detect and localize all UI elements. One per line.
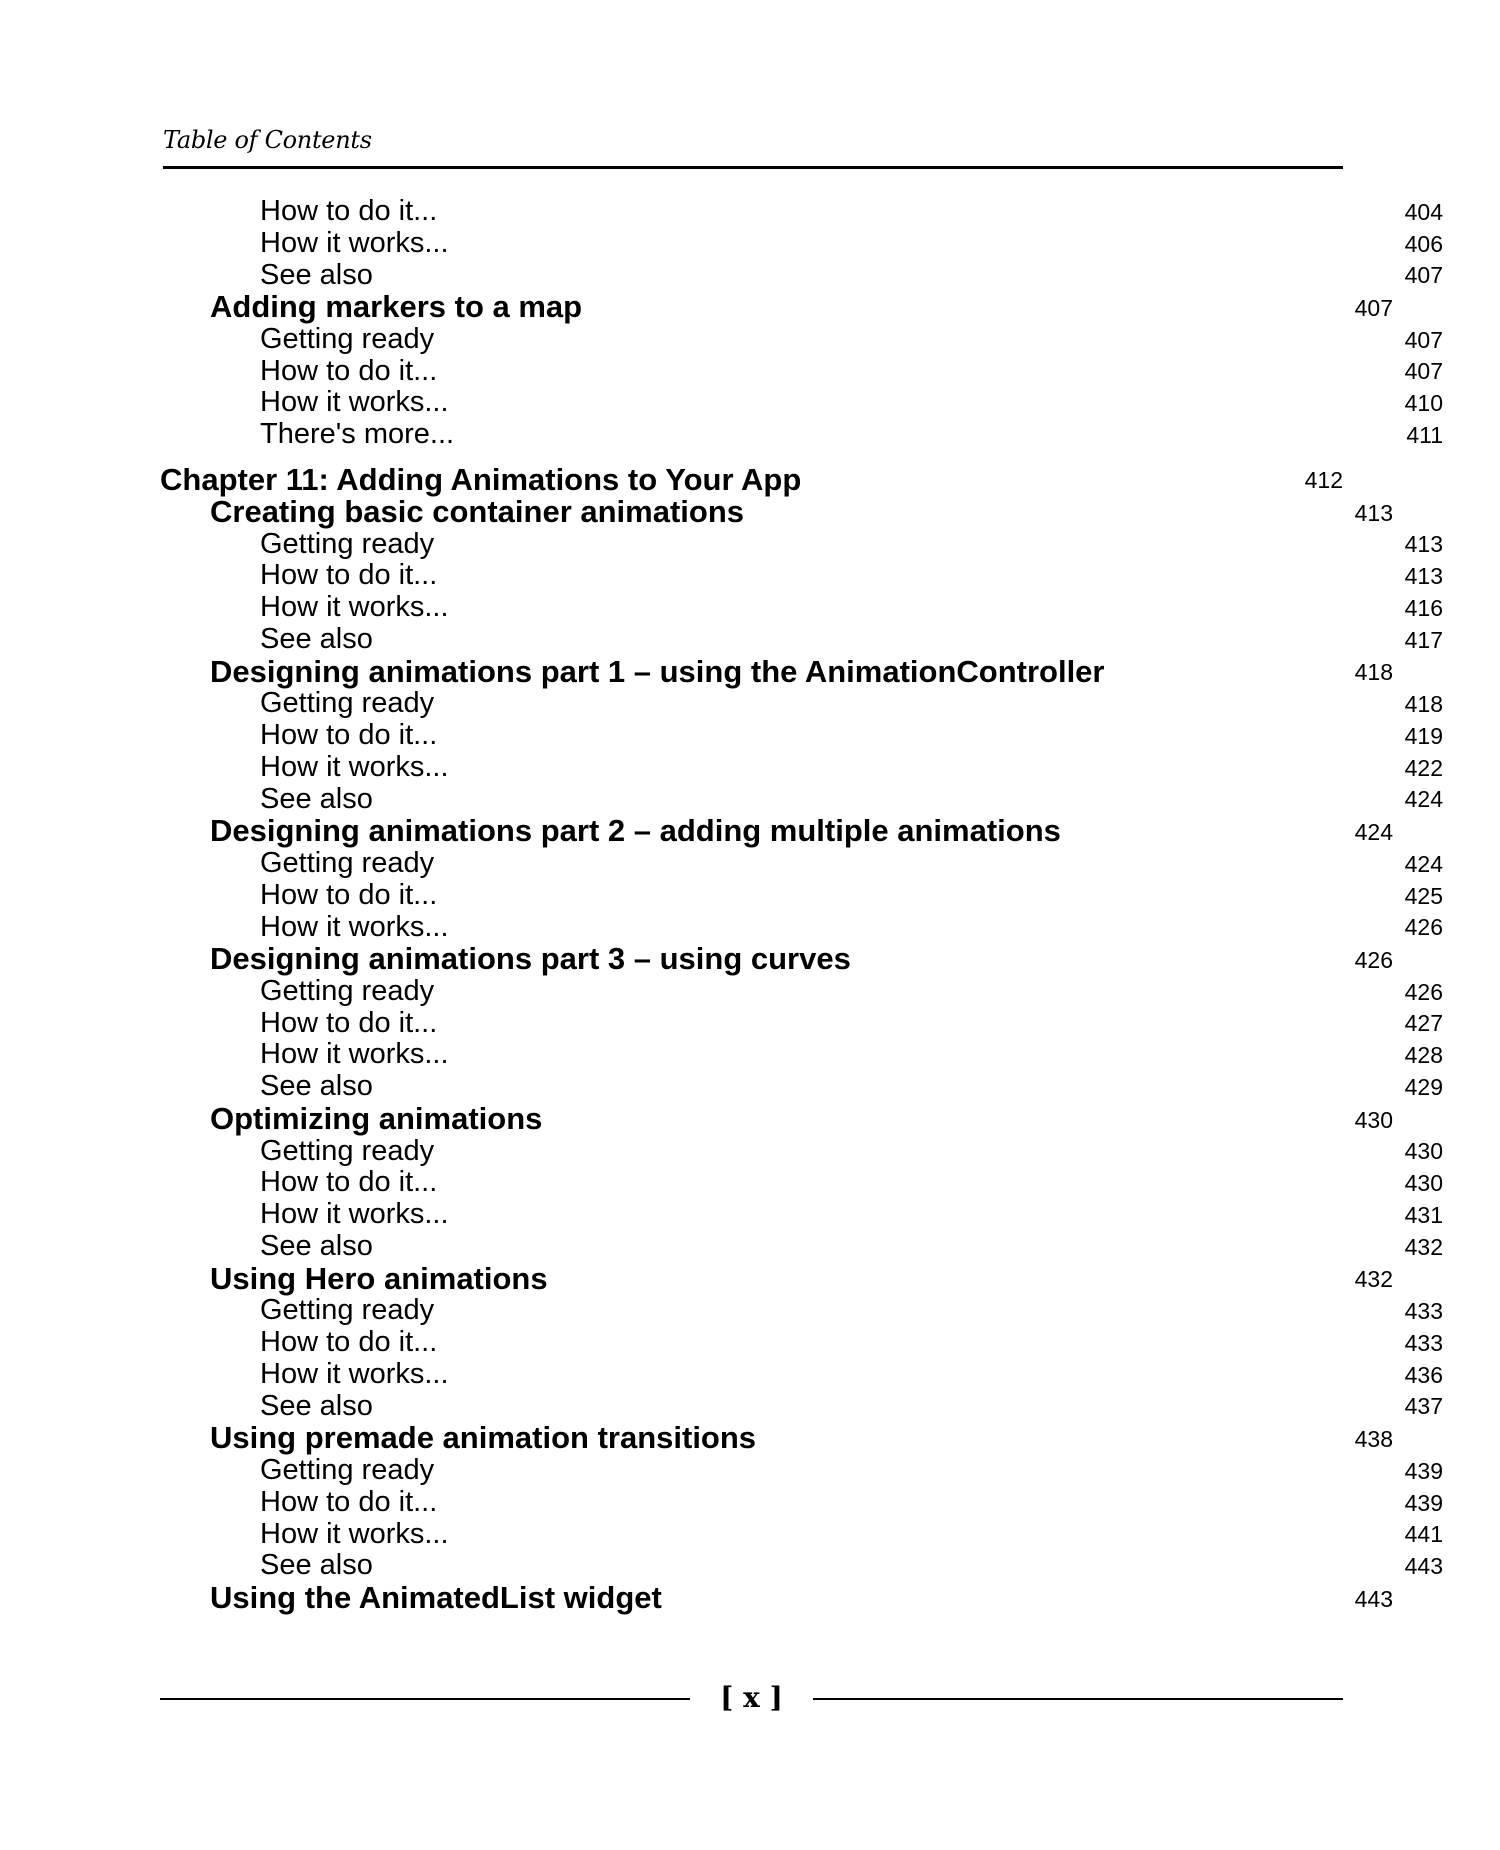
toc-entry-title: Designing animations part 2 – adding multiple animations xyxy=(210,813,1061,849)
toc-entry-chapter xyxy=(160,463,1343,496)
toc-entry-page-number: 407 xyxy=(1404,326,1443,353)
toc-entry-subsection xyxy=(160,1455,1443,1487)
toc-entry-page-number: 424 xyxy=(1404,850,1443,877)
toc-entry-page-number: 441 xyxy=(1404,1521,1443,1548)
toc-entry-subsection xyxy=(160,720,1443,752)
toc-entry-page-number: 426 xyxy=(1404,914,1443,941)
toc-entry-page-number: 417 xyxy=(1404,626,1443,653)
toc-entry-title: How to do it... xyxy=(260,1006,438,1039)
toc-entry-title: How to do it... xyxy=(260,719,438,752)
page-number: [ x ] xyxy=(720,1681,783,1714)
toc-entry-page-number: 407 xyxy=(1354,294,1393,321)
toc-entry-subsection xyxy=(160,387,1443,419)
toc-entry-title: See also xyxy=(260,1549,373,1582)
toc-entry-section xyxy=(160,1582,1393,1615)
running-header-title: Table of Contents xyxy=(163,126,372,154)
toc-entry-page-number: 426 xyxy=(1404,978,1443,1005)
toc-entry-title: Using the AnimatedList widget xyxy=(210,1580,662,1616)
toc-entry-page-number: 419 xyxy=(1404,722,1443,749)
toc-entry-title: How it works... xyxy=(260,591,449,624)
toc-entry-subsection xyxy=(160,1519,1443,1551)
toc-list xyxy=(160,195,1443,1616)
toc-entry-subsection xyxy=(160,976,1443,1008)
toc-entry-section xyxy=(160,943,1393,976)
toc-entry-title: Designing animations part 3 – using curves xyxy=(210,941,851,977)
toc-entry-page-number: 426 xyxy=(1354,946,1393,973)
toc-entry-section xyxy=(160,1260,1393,1296)
toc-entry-subsection xyxy=(160,592,1443,624)
toc-entry-page-number: 430 xyxy=(1404,1138,1443,1165)
toc-entry-page-number: 439 xyxy=(1404,1489,1443,1516)
toc-entry-subsection xyxy=(160,1359,1443,1391)
toc-entry-title: Using premade animation transitions xyxy=(210,1420,757,1456)
toc-entry-title: See also xyxy=(260,782,373,815)
toc-entry-subsection xyxy=(160,1391,1443,1423)
toc-entry-subsection xyxy=(160,1295,1443,1327)
toc-entry-subsection xyxy=(160,1550,1443,1582)
toc-entry-title: Getting ready xyxy=(260,846,435,879)
toc-entry-section xyxy=(160,291,1393,324)
toc-entry-page-number: 424 xyxy=(1354,818,1393,845)
toc-entry-title: Chapter 11: Adding Animations to Your App xyxy=(160,462,802,498)
toc-entry-title: How to do it... xyxy=(260,1326,438,1359)
toc-entry-page-number: 430 xyxy=(1354,1106,1393,1133)
toc-entry-subsection xyxy=(160,752,1443,784)
toc-entry-section xyxy=(160,496,1393,529)
toc-entry-subsection xyxy=(160,196,1443,228)
toc-entry-subsection xyxy=(160,784,1443,816)
toc-entry-title: Adding markers to a map xyxy=(210,289,583,325)
toc-entry-page-number: 413 xyxy=(1404,531,1443,558)
toc-entry-title: How it works... xyxy=(260,1198,449,1231)
toc-entry-subsection xyxy=(160,1487,1443,1519)
page-header xyxy=(163,124,1343,169)
toc-entry-page-number: 418 xyxy=(1354,659,1393,686)
toc-entry-subsection xyxy=(160,1327,1443,1359)
toc-entry-subsection xyxy=(160,529,1443,561)
toc-entry-subsection xyxy=(160,1039,1443,1071)
footer-rule-right xyxy=(813,1698,1343,1700)
toc-entry-subsection xyxy=(160,1071,1443,1103)
toc-entry-title: How to do it... xyxy=(260,1166,438,1199)
toc-entry-title: See also xyxy=(260,1070,373,1103)
toc-entry-title: See also xyxy=(260,258,373,291)
toc-entry-page-number: 432 xyxy=(1354,1266,1393,1293)
toc-entry-title: How it works... xyxy=(260,1038,449,1071)
toc-entry-title: Designing animations part 1 – using the AnimationController xyxy=(210,653,1105,689)
toc-entry-title: Creating basic container animations xyxy=(210,494,745,530)
toc-entry-title: See also xyxy=(260,622,373,655)
toc-entry-subsection xyxy=(160,324,1443,356)
toc-entry-title: See also xyxy=(260,1389,373,1422)
toc-entry-page-number: 424 xyxy=(1404,786,1443,813)
toc-entry-subsection xyxy=(160,228,1443,260)
toc-entry-page-number: 436 xyxy=(1404,1361,1443,1388)
toc-entry-page-number: 418 xyxy=(1404,691,1443,718)
toc-entry-page-number: 425 xyxy=(1404,882,1443,909)
toc-entry-subsection xyxy=(160,1136,1443,1168)
toc-entry-page-number: 438 xyxy=(1354,1425,1393,1452)
toc-entry-title: See also xyxy=(260,1229,373,1262)
toc-entry-title: Optimizing animations xyxy=(210,1101,543,1137)
toc-entry-subsection xyxy=(160,1167,1443,1199)
toc-entry-subsection xyxy=(160,260,1443,292)
toc-entry-page-number: 431 xyxy=(1404,1201,1443,1228)
toc-entry-section xyxy=(160,1103,1393,1136)
toc-entry-page-number: 413 xyxy=(1354,499,1393,526)
toc-entry-page-number: 429 xyxy=(1404,1074,1443,1101)
toc-entry-title: Getting ready xyxy=(260,322,435,355)
toc-entry-title: How to do it... xyxy=(260,354,438,387)
toc-entry-subsection xyxy=(160,1199,1443,1231)
toc-entry-title: Using Hero animations xyxy=(210,1260,548,1296)
toc-entry-page-number: 427 xyxy=(1404,1010,1443,1037)
toc-entry-page-number: 404 xyxy=(1404,198,1443,225)
toc-entry-page-number: 433 xyxy=(1404,1298,1443,1325)
toc-entry-page-number: 432 xyxy=(1404,1233,1443,1260)
toc-entry-page-number: 407 xyxy=(1404,262,1443,289)
toc-entry-title: How it works... xyxy=(260,910,449,943)
toc-entry-subsection xyxy=(160,688,1443,720)
toc-entry-subsection xyxy=(160,912,1443,944)
toc-entry-subsection xyxy=(160,560,1443,592)
toc-entry-page-number: 433 xyxy=(1404,1329,1443,1356)
toc-entry-page-number: 412 xyxy=(1304,467,1343,494)
toc-entry-page-number: 407 xyxy=(1404,358,1443,385)
toc-entry-subsection xyxy=(160,624,1443,656)
toc-entry-page-number: 430 xyxy=(1404,1170,1443,1197)
toc-entry-section xyxy=(160,1422,1393,1455)
toc-entry-title: Getting ready xyxy=(260,687,435,720)
toc-entry-title: Getting ready xyxy=(260,1453,435,1486)
toc-entry-title: How to do it... xyxy=(260,1485,438,1518)
toc-entry-page-number: 428 xyxy=(1404,1042,1443,1069)
toc-entry-subsection xyxy=(160,1008,1443,1040)
toc-entry-page-number: 437 xyxy=(1404,1393,1443,1420)
toc-entry-subsection xyxy=(160,848,1443,880)
toc-entry-title: Getting ready xyxy=(260,1134,435,1167)
toc-entry-title: How it works... xyxy=(260,1517,449,1550)
toc-entry-page-number: 443 xyxy=(1354,1585,1393,1612)
toc-entry-page-number: 416 xyxy=(1404,594,1443,621)
toc-entry-title: There's more... xyxy=(260,418,455,451)
toc-entry-title: Getting ready xyxy=(260,974,435,1007)
toc-entry-subsection xyxy=(160,880,1443,912)
toc-entry-page-number: 439 xyxy=(1404,1457,1443,1484)
page-footer xyxy=(160,1680,1343,1720)
toc-entry-subsection xyxy=(160,419,1443,451)
toc-entry-page-number: 410 xyxy=(1404,390,1443,417)
toc-entry-subsection xyxy=(160,356,1443,388)
toc-entry-title: How it works... xyxy=(260,1357,449,1390)
toc-entry-page-number: 422 xyxy=(1404,754,1443,781)
toc-entry-section xyxy=(160,815,1393,848)
toc-entry-section xyxy=(160,653,1393,689)
toc-entry-title: Getting ready xyxy=(260,1294,435,1327)
toc-entry-title: How it works... xyxy=(260,750,449,783)
toc-entry-page-number: 443 xyxy=(1404,1553,1443,1580)
toc-entry-subsection xyxy=(160,1231,1443,1263)
toc-entry-title: How it works... xyxy=(260,386,449,419)
toc-entry-page-number: 413 xyxy=(1404,563,1443,590)
toc-entry-title: Getting ready xyxy=(260,527,435,560)
toc-entry-title: How to do it... xyxy=(260,878,438,911)
toc-entry-title: How to do it... xyxy=(260,195,438,227)
toc-entry-title: How to do it... xyxy=(260,559,438,592)
toc-entry-page-number: 411 xyxy=(1406,422,1443,449)
toc-entry-page-number: 406 xyxy=(1404,230,1443,257)
toc-entry-title: How it works... xyxy=(260,226,449,259)
